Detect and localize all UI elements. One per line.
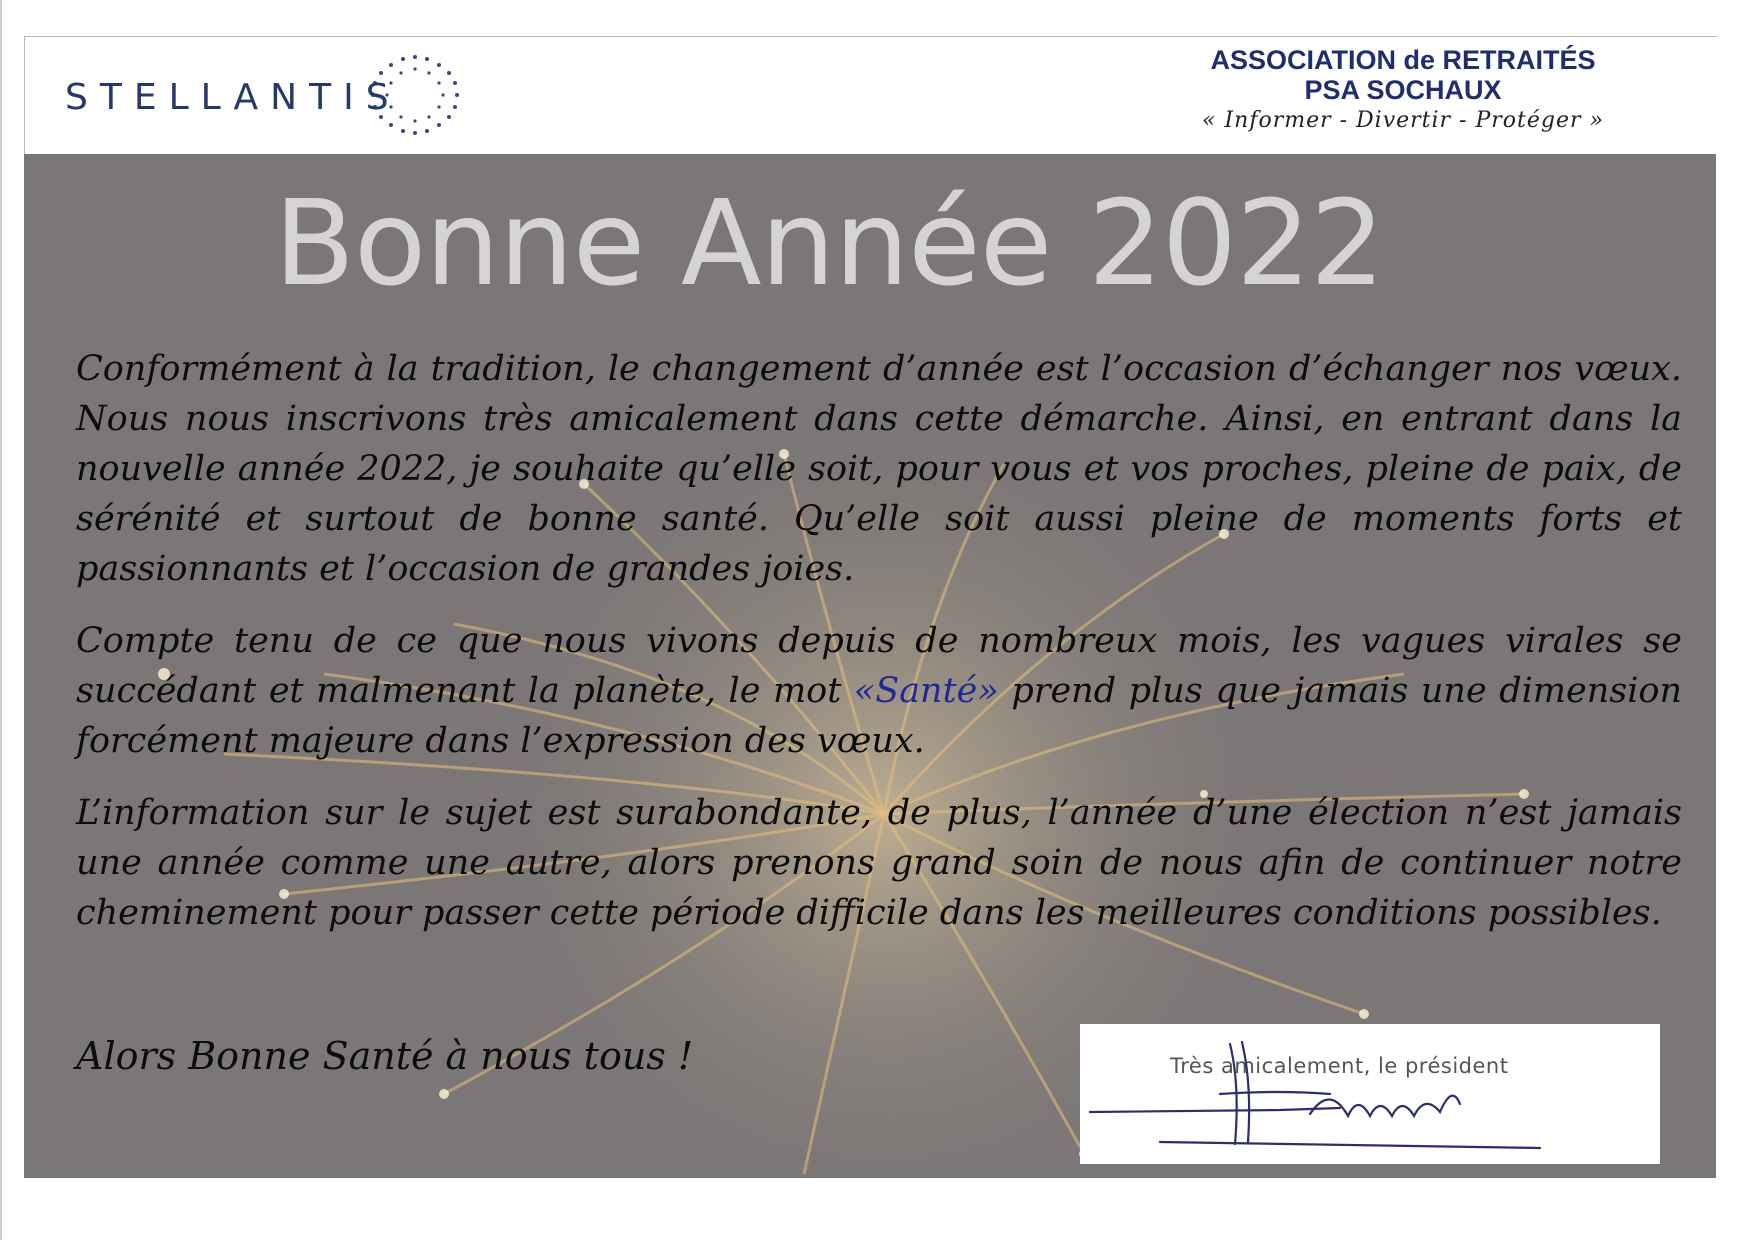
paragraph-2-start: Compte tenu de ce que nous vivons depuis de nombreux mois, les vagues virales se succédant et malmenant la planète, le mot	[76, 621, 1682, 711]
headline: Bonne Année 2022	[274, 174, 1385, 312]
paragraph-3: L’information sur le sujet est surabondante, de plus, l’année d’une élection n’est jamais une année comme une autre, alors prenons grand soin de nous afin de continuer notre cheminement pour passer cette période difficile dans les meilleures conditions possibles.	[76, 793, 1682, 933]
page-edge	[0, 0, 2, 1240]
signature-label: Très amicalement, le président	[1170, 1054, 1509, 1078]
closing-line: Alors Bonne Santé à nous tous !	[76, 1034, 694, 1078]
handwritten-signature	[1080, 1024, 1660, 1164]
paragraph-2-end: prend plus que jamais une dimension forcément majeure dans l’expression des vœux.	[76, 671, 1682, 761]
association-block	[1123, 45, 1683, 137]
association-subtitle: PSA SOCHAUX	[1304, 75, 1502, 105]
stellantis-logo	[65, 47, 625, 147]
message-body	[76, 344, 1682, 960]
association-tagline: « Informer - Divertir - Protéger »	[1202, 108, 1604, 133]
signature-block	[1080, 1024, 1660, 1164]
sante-highlight: «Santé»	[853, 671, 999, 711]
header	[24, 36, 1717, 155]
paragraph-2	[76, 616, 1682, 766]
logo-wordmark: STELLANTIS	[65, 77, 401, 118]
association-title: ASSOCIATION de RETRAITÉS	[1210, 45, 1596, 75]
paragraph-1: Conformément à la tradition, le changement d’année est l’occasion d’échanger nos vœux. Nous nous inscrivons très amicalement dans cette démarche. Ainsi, en entrant dans la nouvelle année 2022, je souhaite qu’elle soit, pour vous et vos proches, pleine de paix, de sérénité et surtout de bonne santé. Qu’elle soit aussi pleine de moments forts et passionnants et l’occasion de grandes joies.	[76, 349, 1682, 589]
greeting-panel	[24, 154, 1716, 1178]
greeting-card	[24, 36, 1716, 1178]
